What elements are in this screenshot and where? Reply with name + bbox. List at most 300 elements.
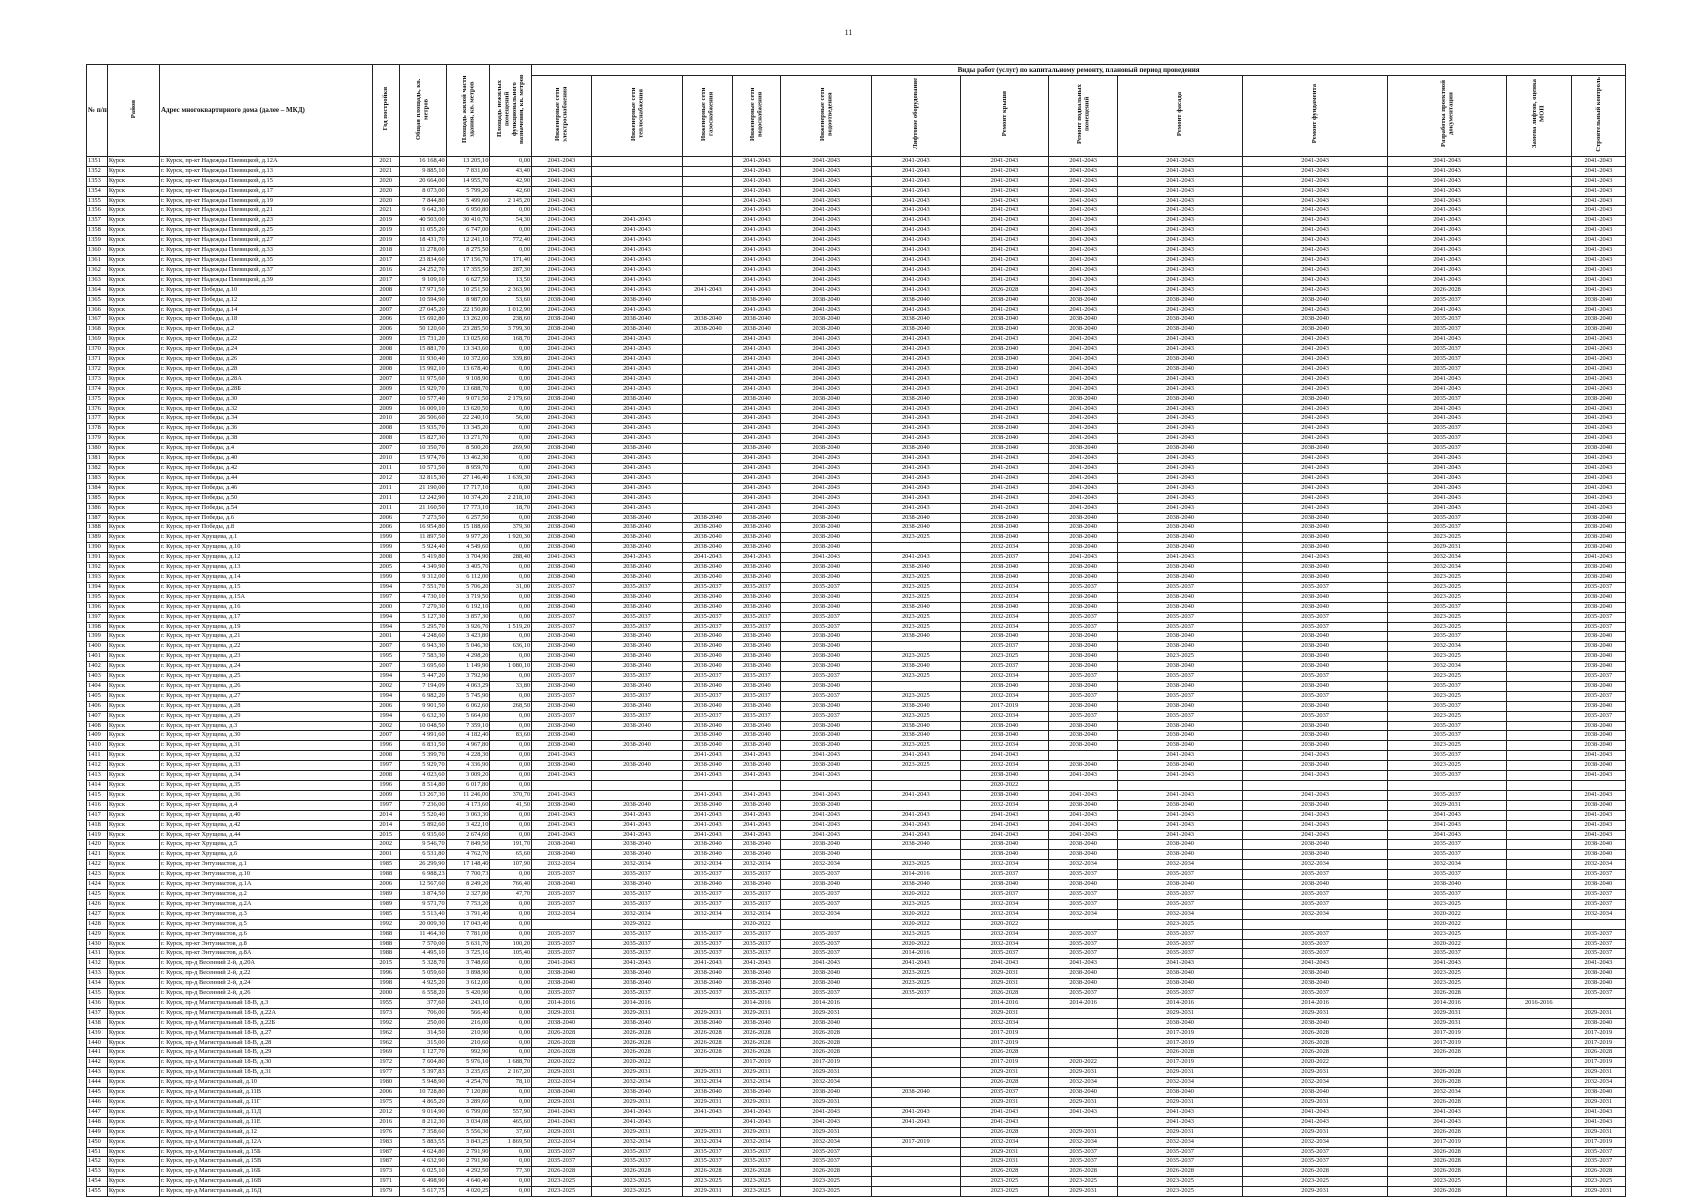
table-cell [872,781,961,791]
table-cell: 2041-2043 [781,345,872,355]
table-cell: 0,00 [490,592,532,602]
table-cell: 2035-2037 [683,949,733,959]
table-cell: 2011 [372,464,399,474]
table-cell [1506,929,1571,939]
table-cell: 2041-2043 [960,236,1049,246]
row-number: 1416 [87,800,108,810]
table-cell: 2035-2037 [1571,889,1625,899]
table-cell: 2038-2040 [591,652,683,662]
table-row [87,1018,1626,1028]
row-number: 1366 [87,305,108,315]
table-cell: 4 762,70 [446,850,490,860]
table-cell: 2041-2043 [591,236,683,246]
table-cell: 2032-2034 [733,1078,781,1088]
table-cell: 2038-2040 [532,1018,591,1028]
table-cell: 2038-2040 [591,592,683,602]
table-cell: 2038-2040 [1118,533,1243,543]
table-cell: 8 212,30 [399,1117,446,1127]
address-cell: г. Курск, пр-кт Хрущева, д.14 [159,572,372,582]
table-cell: 2041-2043 [1118,830,1243,840]
table-cell: 2014-2016 [591,998,683,1008]
table-cell [683,394,733,404]
table-cell: 0,00 [490,810,532,820]
table-cell: 2038-2040 [1571,315,1625,325]
table-cell: 2020 [372,186,399,196]
table-row [87,424,1626,434]
table-cell [781,919,872,929]
table-cell [1506,771,1571,781]
table-cell: 2041-2043 [960,186,1049,196]
table-row [87,176,1626,186]
table-cell: 2023-2025 [532,1177,591,1187]
table-cell: 2041-2043 [1243,374,1388,384]
table-cell: 2041-2043 [872,364,961,374]
table-cell: 2001 [372,632,399,642]
address-cell: г. Курск, пр-кт Хрущева, д.35 [159,781,372,791]
address-cell: г. Курск, пр-д Магистральный, д.16Д [159,1187,372,1197]
table-cell: 2035-2037 [1388,701,1507,711]
table-cell: 2038-2040 [532,642,591,652]
table-cell: 2038-2040 [1571,840,1625,850]
table-cell: 2035-2037 [1049,672,1118,682]
table-cell: 2035-2037 [1118,1157,1243,1167]
table-cell: 2029-2031 [1388,1008,1507,1018]
table-cell: 2032-2034 [960,860,1049,870]
table-cell [683,186,733,196]
table-cell: 2041-2043 [1243,503,1388,513]
table-row [87,1167,1626,1177]
table-cell: 2032-2034 [960,1137,1049,1147]
table-cell: 2032-2034 [960,761,1049,771]
table-cell: 2026-2028 [591,1167,683,1177]
table-cell: 17 971,50 [399,285,446,295]
table-row [87,612,1626,622]
table-cell: 2038-2040 [532,840,591,850]
table-cell [591,196,683,206]
table-cell: 2041-2043 [1118,285,1243,295]
table-cell: 15 188,60 [446,523,490,533]
table-row [87,969,1626,979]
table-cell: 2038-2040 [1243,681,1388,691]
table-cell: 2038-2040 [1118,364,1243,374]
address-cell: г. Курск, пр-кт Победы, д.12 [159,295,372,305]
table-cell: 107,90 [490,860,532,870]
table-cell: 2014-2016 [872,949,961,959]
table-cell: 15 935,70 [399,424,446,434]
table-cell: 2029-2031 [591,1068,683,1078]
table-cell: 2041-2043 [1388,305,1507,315]
table-cell: 5 328,70 [399,959,446,969]
table-cell: 17 773,10 [446,503,490,513]
table-cell: 2035-2037 [1243,949,1388,959]
table-cell: 216,00 [446,1018,490,1028]
table-row [87,523,1626,533]
table-cell [1506,572,1571,582]
table-cell: 2041-2043 [733,355,781,365]
address-cell: г. Курск, пр-кт Хрущева, д.19 [159,622,372,632]
table-cell [1388,1058,1507,1068]
address-cell: г. Курск, пр-д Магистральный 18-В, д.29 [159,1048,372,1058]
table-cell: 2041-2043 [1243,176,1388,186]
table-cell: Курск [107,592,159,602]
row-number: 1386 [87,503,108,513]
table-cell: 171,40 [490,255,532,265]
table-cell: 2006 [372,523,399,533]
table-cell: 2038-2040 [1243,642,1388,652]
table-cell: 2041-2043 [781,434,872,444]
table-cell [1118,781,1243,791]
table-cell: 2041-2043 [960,166,1049,176]
table-cell: 2041-2043 [960,196,1049,206]
table-cell: 0,00 [490,711,532,721]
table-cell: 2035-2037 [1571,949,1625,959]
table-cell: 2041-2043 [1388,176,1507,186]
table-cell: 1994 [372,582,399,592]
address-cell: г. Курск, пр-кт Хрущева, д.24 [159,662,372,672]
table-cell: 2041-2043 [1049,186,1118,196]
table-cell: Курск [107,414,159,424]
table-cell: 2041-2043 [1388,236,1507,246]
table-cell: 2038-2040 [781,602,872,612]
table-cell: 2041-2043 [1118,454,1243,464]
table-cell: 2041-2043 [591,404,683,414]
table-cell: 2026-2028 [532,1167,591,1177]
table-cell: 2038-2040 [591,394,683,404]
table-cell [1506,790,1571,800]
table-cell: 2041-2043 [781,1117,872,1127]
row-number: 1368 [87,325,108,335]
table-row [87,1078,1626,1088]
table-cell: 11 464,30 [399,929,446,939]
table-cell: 2041-2043 [872,424,961,434]
table-cell: Курск [107,563,159,573]
table-cell: 2038-2040 [591,840,683,850]
col-nonres-area: Площадь нежилых помещений функционального назначения, кв. метров [490,65,532,157]
table-cell: 2038-2040 [1243,800,1388,810]
table-cell: 10 728,80 [399,1088,446,1098]
table-cell: 2035-2037 [1243,899,1388,909]
table-cell [1506,434,1571,444]
table-cell [872,543,961,553]
row-number: 1413 [87,771,108,781]
table-cell: 0,00 [490,771,532,781]
table-cell: 2041-2043 [591,216,683,226]
table-cell: 2041-2043 [733,771,781,781]
table-cell: 2032-2034 [960,711,1049,721]
table-cell: 2038-2040 [733,741,781,751]
table-cell: 2008 [372,434,399,444]
table-cell: 2032-2034 [960,800,1049,810]
table-cell: 1977 [372,1068,399,1078]
table-cell [591,166,683,176]
table-cell: Курск [107,830,159,840]
table-cell: 7 583,30 [399,652,446,662]
table-cell [1506,533,1571,543]
table-cell: 2041-2043 [781,374,872,384]
table-cell: Курск [107,454,159,464]
table-cell: 6 531,80 [399,850,446,860]
row-number: 1442 [87,1058,108,1068]
table-cell: 2038-2040 [781,315,872,325]
table-cell: 2020-2022 [1243,1058,1388,1068]
table-cell: 250,00 [399,1018,446,1028]
table-cell: 2041-2043 [960,206,1049,216]
table-cell: 2038-2040 [532,850,591,860]
table-cell: 6 988,23 [399,870,446,880]
table-cell: 2041-2043 [733,751,781,761]
table-cell: 1998 [372,979,399,989]
table-cell: 2041-2043 [960,275,1049,285]
table-cell: 2038-2040 [872,563,961,573]
table-cell: 2041-2043 [1388,1117,1507,1127]
table-cell: 2035-2037 [1118,889,1243,899]
table-cell [1506,226,1571,236]
table-cell: 2035-2037 [733,622,781,632]
table-cell: 1962 [372,1028,399,1038]
table-cell: 2041-2043 [591,1117,683,1127]
table-cell: 2038-2040 [1049,523,1118,533]
table-cell: 2038-2040 [1243,563,1388,573]
table-cell: Курск [107,255,159,265]
table-cell: Курск [107,265,159,275]
table-cell: 2023-2025 [1118,1187,1243,1197]
address-cell: г. Курск, пр-д Магистральный 18-В, д.22Б [159,1018,372,1028]
table-cell: 2038-2040 [1243,701,1388,711]
address-cell: г. Курск, пр-кт Хрущева, д.17 [159,612,372,622]
table-cell: 2038-2040 [591,1088,683,1098]
table-cell: 2038-2040 [1118,632,1243,642]
table-cell: 2023-2025 [872,979,961,989]
address-cell: г. Курск, пр-кт Хрущева, д.25 [159,672,372,682]
table-cell: 21 160,50 [399,503,446,513]
table-cell: 4 640,40 [446,1177,490,1187]
table-cell: 2041-2043 [1049,156,1118,166]
table-cell: 2041-2043 [960,176,1049,186]
table-cell: 2029-2031 [1049,1127,1118,1137]
table-cell: 5 419,80 [399,553,446,563]
col-work-10: Разработка проектной документации [1388,76,1507,157]
table-cell: 2041-2043 [1388,404,1507,414]
table-cell: 2017 [372,255,399,265]
table-cell: 2041-2043 [1049,166,1118,176]
table-cell [1506,1187,1571,1197]
table-cell: 2008 [372,424,399,434]
table-cell: 0,00 [490,1187,532,1197]
table-cell: 2035-2037 [1388,751,1507,761]
table-cell: 2038-2040 [1571,563,1625,573]
table-cell: 2041-2043 [683,959,733,969]
table-row [87,384,1626,394]
table-cell: 2041-2043 [733,285,781,295]
table-cell: 17 717,10 [446,483,490,493]
table-cell: Курск [107,790,159,800]
table-row [87,731,1626,741]
row-number: 1356 [87,206,108,216]
table-cell [1506,1127,1571,1137]
table-cell: 2032-2034 [960,929,1049,939]
table-cell: 2041-2043 [960,374,1049,384]
table-cell: 2035-2037 [781,899,872,909]
table-cell [1506,1147,1571,1157]
table-cell: 2035-2037 [591,939,683,949]
address-cell: г. Курск, пр-кт Надежды Плевицкой, д.27 [159,236,372,246]
table-cell: 2035-2037 [532,889,591,899]
table-cell [1506,602,1571,612]
table-cell [872,800,961,810]
table-cell: 2038-2040 [733,325,781,335]
address-cell: г. Курск, пр-кт Победы, д.54 [159,503,372,513]
table-cell: 2041-2043 [1118,771,1243,781]
table-cell: 2041-2043 [781,414,872,424]
row-number: 1410 [87,741,108,751]
address-cell: г. Курск, пр-кт Хрущева, д.15 [159,582,372,592]
table-cell: 26 299,90 [399,860,446,870]
table-cell: 2026-2028 [1118,1167,1243,1177]
row-number: 1355 [87,196,108,206]
row-number: 1377 [87,414,108,424]
table-cell: 2029-2031 [1243,1008,1388,1018]
table-cell: 2038-2040 [532,632,591,642]
table-cell [872,1157,961,1167]
table-cell: 2038-2040 [960,563,1049,573]
table-cell: 2038-2040 [733,969,781,979]
table-cell: 2029-2031 [1388,543,1507,553]
table-cell: 2035-2037 [1571,989,1625,999]
table-cell: 2035-2037 [1571,672,1625,682]
table-cell: 2032-2034 [1388,662,1507,672]
table-cell: 2041-2043 [532,404,591,414]
table-cell: 2041-2043 [960,216,1049,226]
table-cell: 2012 [372,473,399,483]
table-cell: 2023-2025 [872,652,961,662]
table-cell: 2041-2043 [960,265,1049,275]
table-cell: 2035-2037 [1388,850,1507,860]
table-cell: 2038-2040 [872,315,961,325]
table-cell: 2035-2037 [1118,929,1243,939]
table-cell: 2038-2040 [1049,652,1118,662]
table-cell [1506,582,1571,592]
row-number: 1408 [87,721,108,731]
table-cell [872,1068,961,1078]
table-cell: 2009 [372,384,399,394]
table-cell: 2038-2040 [960,721,1049,731]
table-cell: 2035-2037 [1049,691,1118,701]
table-cell: 2038-2040 [1118,1088,1243,1098]
address-cell: г. Курск, пр-кт Хрущева, д.16 [159,602,372,612]
table-cell: 2026-2028 [733,1167,781,1177]
address-cell: г. Курск, пр-д Магистральный 18-В, д.22А [159,1008,372,1018]
table-cell: 2041-2043 [872,226,961,236]
table-cell: 2017-2019 [1571,1028,1625,1038]
table-cell: 2023-2025 [1388,652,1507,662]
address-cell: г. Курск, пр-кт Надежды Плевицкой, д.19 [159,196,372,206]
table-cell: 2041-2043 [960,305,1049,315]
table-cell: 0,00 [490,374,532,384]
table-cell: 2023-2025 [872,691,961,701]
table-cell: 2038-2040 [960,840,1049,850]
table-cell: 5 046,30 [446,642,490,652]
row-number: 1365 [87,295,108,305]
table-cell: 2017-2019 [1388,1038,1507,1048]
table-cell: 2038-2040 [683,533,733,543]
table-cell: Курск [107,444,159,454]
table-cell: 3 034,08 [446,1117,490,1127]
table-cell: 2020-2022 [960,781,1049,791]
table-cell: 2016 [372,1117,399,1127]
table-cell: 20 009,30 [399,919,446,929]
table-cell: 2035-2037 [532,1147,591,1157]
table-cell [1506,840,1571,850]
table-cell: 2038-2040 [532,394,591,404]
table-cell: 2038-2040 [683,662,733,672]
table-cell: 2041-2043 [960,404,1049,414]
table-cell: 2041-2043 [781,771,872,781]
table-cell: 2041-2043 [960,503,1049,513]
table-cell: 2038-2040 [1118,295,1243,305]
table-cell [1049,1028,1118,1038]
table-cell: 2041-2043 [1571,236,1625,246]
table-cell: 2032-2034 [1243,1078,1388,1088]
table-cell: 2041-2043 [532,166,591,176]
table-cell: 2035-2037 [781,870,872,880]
table-cell: 2041-2043 [781,473,872,483]
address-cell: г. Курск, пр-кт Хрущева, д.12 [159,553,372,563]
address-cell: г. Курск, пр-кт Хрущева, д.31 [159,741,372,751]
table-cell: 1996 [372,741,399,751]
table-cell: 2023-2025 [872,761,961,771]
table-cell: 2038-2040 [532,652,591,662]
table-cell: 2038-2040 [1243,979,1388,989]
table-cell: 2023-2025 [1571,1177,1625,1187]
table-cell: 2038-2040 [532,325,591,335]
table-cell: 2041-2043 [591,483,683,493]
table-cell: 2038-2040 [683,652,733,662]
table-cell [1506,176,1571,186]
table-cell: 2041-2043 [733,434,781,444]
table-cell [683,414,733,424]
table-cell: 2038-2040 [733,533,781,543]
table-cell: 2038-2040 [683,315,733,325]
table-cell: 1994 [372,672,399,682]
address-cell: г. Курск, пр-кт Победы, д.10 [159,285,372,295]
table-cell: Курск [107,1038,159,1048]
table-cell: Курск [107,364,159,374]
table-cell: 2041-2043 [1049,464,1118,474]
table-cell: 2038-2040 [1049,800,1118,810]
table-cell: 2008 [372,364,399,374]
table-cell: 210,60 [446,1038,490,1048]
table-cell: 2035-2037 [1388,870,1507,880]
table-row [87,374,1626,384]
table-cell: 2035-2037 [1571,582,1625,592]
table-cell: 2035-2037 [683,582,733,592]
table-cell: Курск [107,860,159,870]
table-cell: Курск [107,979,159,989]
table-cell: 2041-2043 [960,156,1049,166]
table-cell: 2038-2040 [1571,295,1625,305]
table-row [87,949,1626,959]
table-cell: 2038-2040 [1118,880,1243,890]
row-number: 1359 [87,236,108,246]
table-cell: 2041-2043 [781,810,872,820]
table-cell: 2041-2043 [872,790,961,800]
table-cell: 2035-2037 [781,672,872,682]
table-cell: 2038-2040 [733,513,781,523]
table-cell: 168,70 [490,335,532,345]
table-cell: 2041-2043 [1243,959,1388,969]
table-cell: 13 267,30 [399,790,446,800]
table-cell: 2038-2040 [683,761,733,771]
